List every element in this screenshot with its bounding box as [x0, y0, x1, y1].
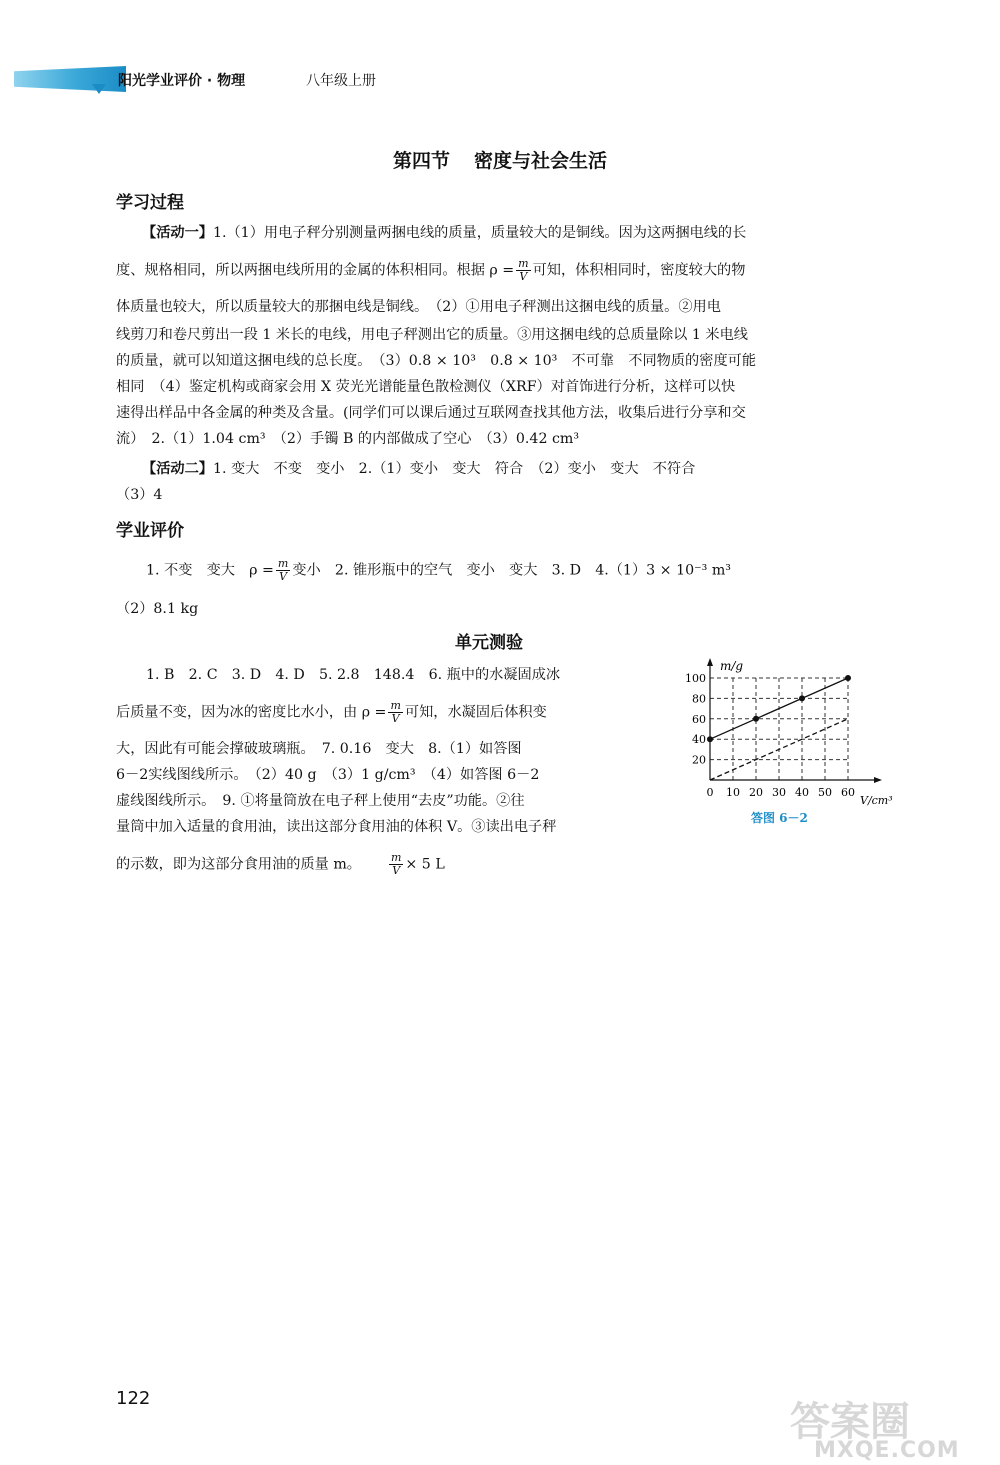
x-tick-label: 30 [772, 786, 786, 799]
unit-line-7: 的示数，即为这部分食用油的质量 m。 $\frac{m}{V}$ × 5 L [116, 851, 445, 877]
x-axis-label: V/cm³ [860, 794, 893, 807]
y-axis-arrow [707, 658, 713, 666]
x-tick-label: 10 [726, 786, 740, 799]
a1-line-8: 流） 2.（1）1.04 cm³ （2）手镯 B 的内部做成了空心 （3）0.42 cm³ [116, 431, 580, 447]
data-point [753, 716, 759, 722]
a1-line-3: 体质量也较大，所以质量较大的那捆电线是铜线。 （2）①用电子秤测出这捆电线的质量。②用电 [116, 299, 721, 315]
fraction-m-over-v: $\frac{m}{V}$ [390, 699, 401, 725]
unit-line-3: 大，因此有可能会撑破玻璃瓶。 7. 0.16 变大 8.（1）如答图 [116, 741, 522, 757]
unit-line-2: 后质量不变，因为冰的密度比水小，由 ρ = $\frac{m}{V}$ 可知，水凝固后体积变 [116, 699, 547, 725]
x-tick-label: 40 [795, 786, 809, 799]
a1-line-4: 线剪刀和卷尺剪出一段 1 米长的电线，用电子秤测出它的质量。③用这捆电线的总质量除以 1 米电线 [116, 327, 748, 343]
a2-line-1: 【活动二】1. 变大 不变 变小 2.（1）变小 变大 符合 （2）变小 变大 不符合 [142, 461, 696, 477]
section-name: 密度与社会生活 [474, 150, 608, 172]
watermark-text: 答案圈 [790, 1399, 910, 1445]
a1-label: 【活动一】 [142, 225, 213, 241]
a1-line-6: 相同 （4）鉴定机构或商家会用 X 荧光光谱能量色散检测仪（XRF）对首饰进行分析，这样可以快 [116, 379, 736, 395]
watermark-logo [790, 1390, 990, 1463]
x-tick-label: 60 [841, 786, 855, 799]
a2-line-2: （3）4 [116, 487, 163, 503]
unit-line-6: 量筒中加入适量的食用油，读出这部分食用油的体积 V。③读出电子秤 [116, 819, 557, 835]
y-tick-label: 60 [692, 712, 706, 726]
x-axis-arrow [874, 777, 882, 783]
header-ribbon-arrow [92, 84, 106, 94]
y-axis-label: m/g [720, 659, 744, 673]
eval-line-1: 1. 不变 变大 ρ = $\frac{m}{V}$ 变小 2. 锥形瓶中的空气 变小 变大 3. D 4.（1）3 × 10⁻³ m³ [146, 557, 731, 583]
heading-learning-process: 学习过程 [116, 193, 184, 213]
header-ribbon [14, 66, 126, 92]
fraction-m-over-v: $\frac{m}{V}$ [390, 851, 402, 877]
heading-evaluation: 学业评价 [116, 521, 184, 541]
page-number: 122 [116, 1388, 151, 1409]
y-tick-label: 80 [692, 692, 706, 706]
eval-line-2: （2）8.1 kg [116, 601, 199, 617]
a2-label: 【活动二】 [142, 461, 213, 477]
a1-line-5: 的质量，就可以知道这捆电线的总长度。 （3）0.8 × 10³ 0.8 × 10³ 不可靠 不同物质的密度可能 [116, 353, 757, 369]
fraction-m-over-v: $\frac{m}{V}$ [277, 557, 289, 583]
section-number: 第四节 [392, 150, 450, 172]
data-point [799, 695, 805, 701]
x-tick-label: 0 [706, 786, 714, 799]
watermark-url: MXQE.COM [814, 1438, 960, 1463]
y-tick-label: 20 [692, 753, 706, 767]
header-series: 阳光学业评价 · 物理 [118, 73, 246, 89]
header-grade: 八年级上册 [306, 73, 376, 89]
a1-line-2: 度、规格相同，所以两捆电线所用的金属的体积相同。根据 ρ = $\frac{m}{V}$ 可知，体积相同时，密度较大的物 [116, 257, 746, 283]
y-tick-label: 100 [685, 672, 706, 685]
x-tick-label: 50 [818, 786, 832, 799]
x-tick-label: 20 [749, 786, 763, 799]
heading-unit-test: 单元测验 [455, 633, 523, 653]
chart-caption: 答图 6－2 [751, 811, 808, 825]
a1-line-1: 【活动一】1.（1）用电子秤分别测量两捆电线的质量，质量较大的是铜线。因为这两捆电线的长 [142, 225, 747, 241]
a1-line-7: 速得出样品中各金属的种类及含量。(同学们可以课后通过互联网查找其他方法，收集后进行分享和交 [116, 405, 746, 421]
data-point [707, 736, 713, 742]
mass-volume-chart [672, 656, 904, 834]
section-title [0, 146, 1000, 173]
unit-line-5: 虚线图线所示。 9. ①将量筒放在电子秤上使用“去皮”功能。②往 [116, 793, 525, 809]
running-header [0, 58, 420, 102]
fraction-m-over-v: $\frac{m}{V}$ [518, 257, 529, 283]
unit-line-4: 6－2实线图线所示。 （2）40 g （3）1 g/cm³ （4）如答图 6－2 [116, 767, 540, 783]
unit-line-1: 1. B 2. C 3. D 4. D 5. 2.8 148.4 6. 瓶中的水凝固成冰 [146, 667, 561, 683]
y-tick-label: 40 [692, 733, 706, 747]
data-point [845, 675, 851, 681]
